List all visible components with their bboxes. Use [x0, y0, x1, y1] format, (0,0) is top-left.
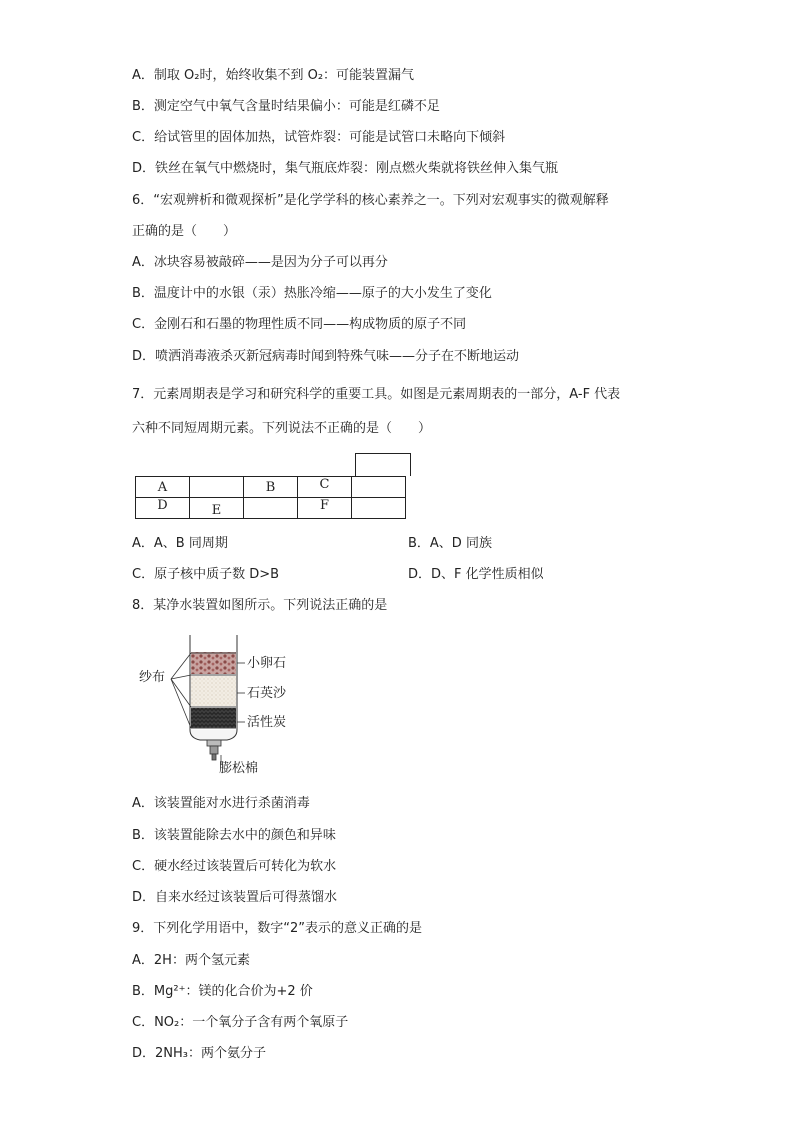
q9-option-b: B．Mg²⁺：镁的化合价为+2 价: [132, 984, 313, 999]
table-cell: C: [298, 477, 352, 498]
q5-option-d: D．铁丝在氧气中燃烧时，集气瓶底炸裂：刚点燃火柴就将铁丝伸入集气瓶: [132, 161, 559, 176]
table-cell: [190, 477, 244, 498]
q6-option-a: A．冰块容易被敲碎——是因为分子可以再分: [132, 255, 388, 270]
q8-option-c: C．硬水经过该装置后可转化为软水: [132, 859, 337, 874]
q9-option-c: C．NO₂：一个氧分子含有两个氧原子: [132, 1015, 349, 1030]
table-cell: [352, 477, 406, 498]
q9-stem: 9．下列化学用语中，数字“2”表示的意义正确的是: [132, 921, 423, 936]
q7-option-b: B．A、D 同族: [408, 536, 492, 551]
q5-option-a: A．制取 O₂时，始终收集不到 O₂：可能装置漏气: [132, 68, 415, 83]
label-gauze: 纱布: [139, 670, 166, 685]
water-filter-diagram: [135, 630, 335, 780]
q8-option-d: D．自来水经过该装置后可得蒸馏水: [132, 890, 338, 905]
periodic-table-top-cell: [355, 453, 411, 476]
table-cell: B: [244, 477, 298, 498]
q7-stem-line1: 7．元素周期表是学习和研究科学的重要工具。如图是元素周期表的一部分，A-F 代表: [132, 387, 621, 402]
water-filter-svg: [135, 630, 335, 780]
table-cell: E: [190, 498, 244, 519]
periodic-table-grid: [135, 476, 406, 519]
table-row: [136, 498, 406, 519]
table-cell: A: [136, 477, 190, 498]
table-cell: D: [136, 498, 190, 519]
q7-option-d: D．D、F 化学性质相似: [408, 567, 544, 582]
q6-option-d: D．喷洒消毒液杀灭新冠病毒时闻到特殊气味——分子在不断地运动: [132, 349, 520, 364]
table-row: [136, 477, 406, 498]
label-cotton: 膨松棉: [219, 761, 259, 776]
q7-stem-line2: 六种不同短周期元素。下列说法不正确的是（ ）: [132, 421, 432, 436]
q9-option-a: A．2H：两个氢元素: [132, 953, 250, 968]
q6-stem-line1: 6．“宏观辨析和微观探析”是化学学科的核心素养之一。下列对宏观事实的微观解释: [132, 193, 609, 208]
table-cell: [244, 498, 298, 519]
q7-option-a: A．A、B 同周期: [132, 536, 228, 551]
table-cell: [352, 498, 406, 519]
q9-option-d: D．2NH₃：两个氨分子: [132, 1046, 266, 1061]
q8-stem: 8．某净水装置如图所示。下列说法正确的是: [132, 598, 388, 613]
q5-option-c: C．给试管里的固体加热，试管炸裂：可能是试管口未略向下倾斜: [132, 130, 506, 145]
label-quartz-sand: 石英沙: [247, 686, 287, 701]
q7-option-c: C．原子核中质子数 D>B: [132, 567, 280, 582]
table-cell: F: [298, 498, 352, 519]
q8-option-b: B．该装置能除去水中的颜色和异味: [132, 828, 336, 843]
q8-option-a: A．该装置能对水进行杀菌消毒: [132, 796, 310, 811]
periodic-table-fragment: [135, 453, 411, 521]
label-pebbles: 小卵石: [247, 656, 287, 671]
label-activated-carbon: 活性炭: [247, 715, 287, 730]
q6-option-b: B．温度计中的水银（汞）热胀冷缩——原子的大小发生了变化: [132, 286, 492, 301]
q5-option-b: B．测定空气中氧气含量时结果偏小：可能是红磷不足: [132, 99, 440, 114]
q6-stem-line2: 正确的是（ ）: [132, 224, 237, 239]
q6-option-c: C．金刚石和石墨的物理性质不同——构成物质的原子不同: [132, 317, 467, 332]
